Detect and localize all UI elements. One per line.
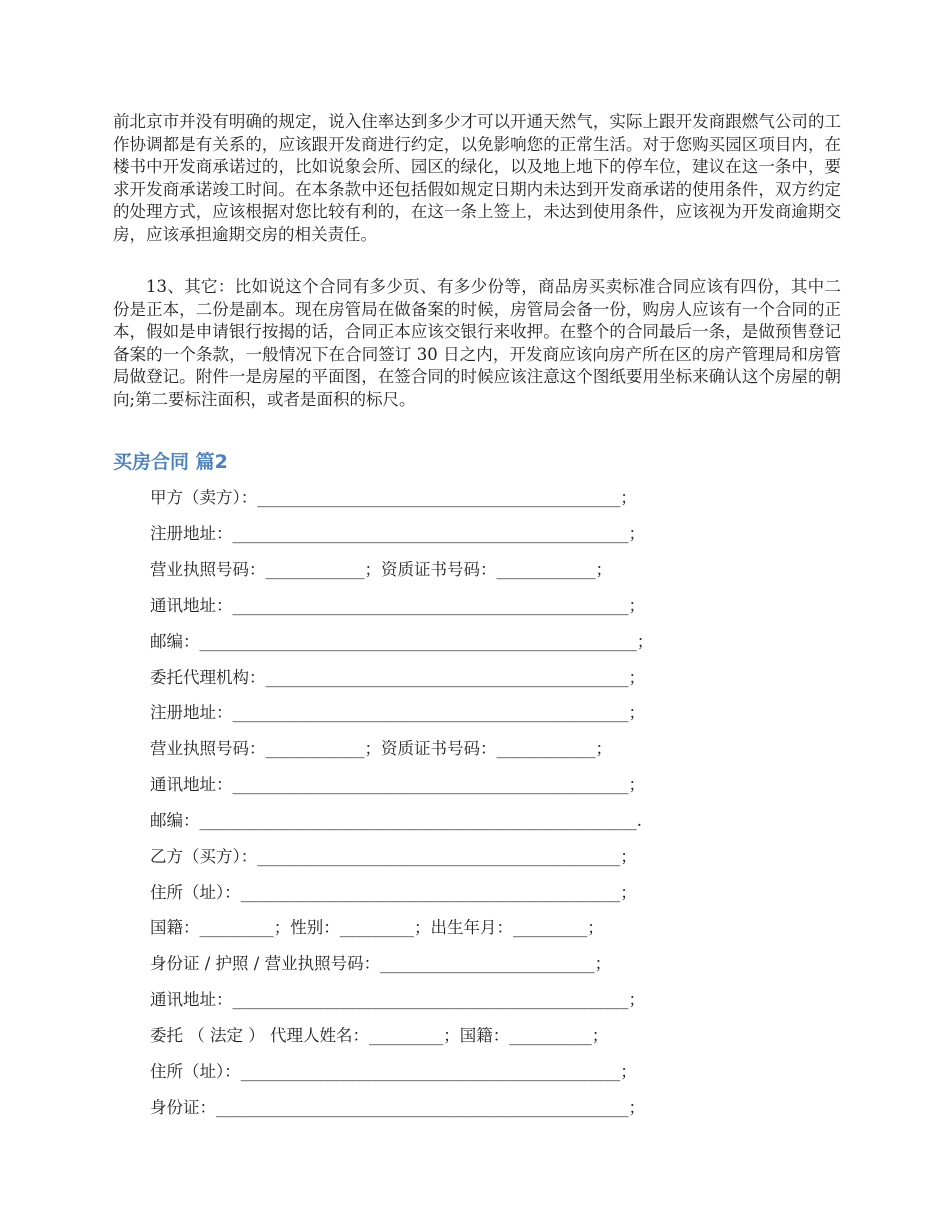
- agent-license-numbers: 营业执照号码：____________；资质证书号码：____________；: [150, 739, 612, 758]
- seller-registered-address: 注册地址：________________________________________________；: [150, 524, 645, 543]
- buyer-name-field: 乙方（买方）：____________________________________________；: [150, 847, 637, 866]
- agent-agency-field: 委托代理机构：____________________________________________；: [150, 668, 645, 687]
- section-heading: 买房合同 篇2: [113, 451, 228, 473]
- paragraph-gas-and-facilities: 前北京市并没有明确的规定，说入住率达到多少才可以开通天然气，实际上跟开发商跟燃气公司的工作协调都是有关系的，应该跟开发商进行约定，以免影响您的正常生活。对于您购买园区项目内，在楼书中开发商承诺过的，比如说象会所、园区的绿化，以及地上地下的停车位，建议在这一条中，要求开发商承诺竣工时间。在本条款中还包括假如规定日期内未达到开发商承诺的使用条件，双方约定的处理方式，应该根据对您比较有利的，在这一条上签上，未达到使用条件，应该视为开发商逾期交房，应该承担逾期交房的相关责任。: [113, 112, 841, 244]
- legal-agent-name-nationality: 委托 （ 法定 ） 代理人姓名：_________；国籍：__________；: [150, 1026, 609, 1045]
- seller-mailing-address: 通讯地址：________________________________________________；: [150, 596, 645, 615]
- buyer-id-number-field: 身份证 / 护照 / 营业执照号码：__________________________；: [150, 954, 612, 973]
- buyer-mailing-address: 通讯地址：________________________________________________；: [150, 990, 645, 1009]
- agent-postcode: 邮编：_____________________________________________________.: [150, 811, 642, 830]
- seller-postcode: 邮编：_____________________________________________________；: [150, 632, 654, 651]
- buyer-residence-field: 住所（址）：______________________________________________；: [150, 883, 637, 902]
- buyer-nationality-gender-dob: 国籍：_________；性别：_________；出生年月：_________；: [150, 918, 604, 937]
- seller-name-field: 甲方（卖方）：____________________________________________；: [150, 488, 637, 507]
- agent-mailing-address: 通讯地址：________________________________________________；: [150, 775, 645, 794]
- seller-license-numbers: 营业执照号码：____________；资质证书号码：____________；: [150, 560, 612, 579]
- legal-agent-residence: 住所（址）：______________________________________________；: [150, 1062, 637, 1081]
- paragraph-other-terms: 13、其它：比如说这个合同有多少页、有多少份等，商品房买卖标准合同应该有四份，其中二份是正本，二份是副本。现在房管局在做备案的时候，房管局会备一份，购房人应该有一个合同的正本，假如是申请银行按揭的话，合同正本应该交银行来收押。在整个的合同最后一条，是做预售登记备案的一个条款，一般情况下在合同签订 30 日之内，开发商应该向房产所在区的房产管理局和房管局做登记。附件一是房屋的平面图，在签合同的时候应该注意这个图纸要用坐标来确认这个房屋的朝向;第二要标注面积，或者是面积的标尺。: [113, 277, 841, 409]
- legal-agent-id-field: 身份证：__________________________________________________；: [150, 1098, 645, 1117]
- agent-registered-address: 注册地址：________________________________________________；: [150, 703, 645, 722]
